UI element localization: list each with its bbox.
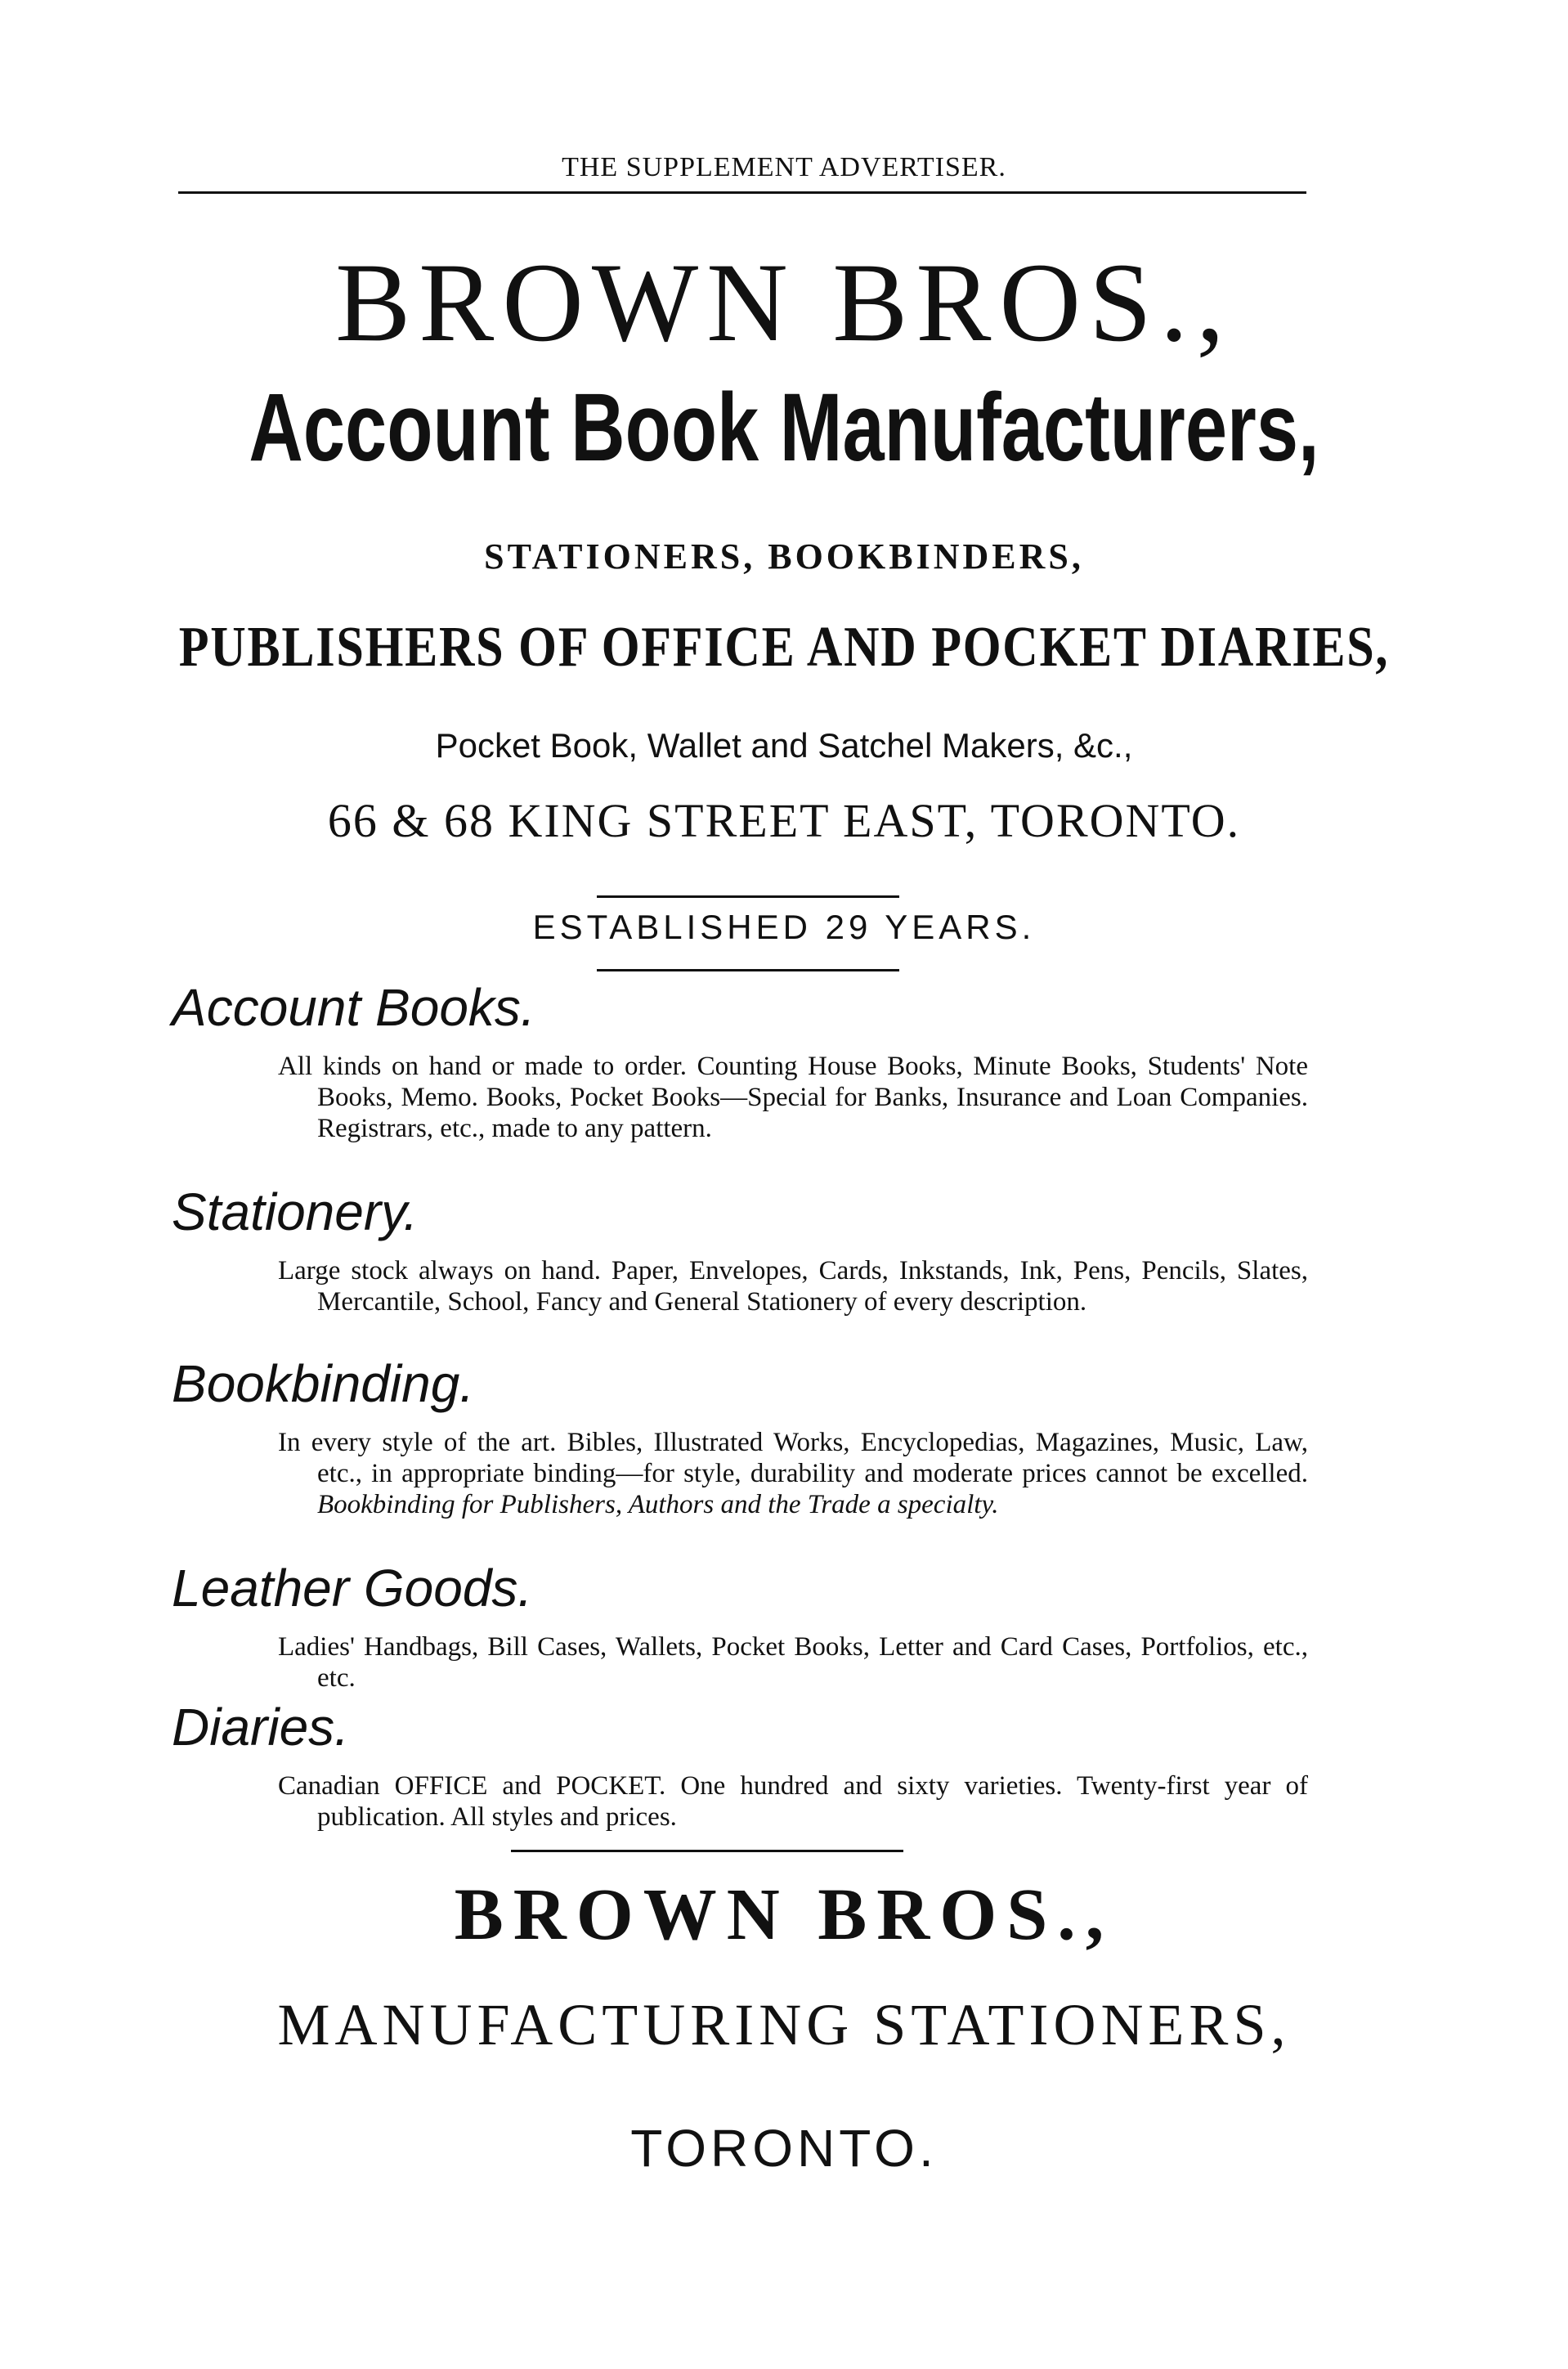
- section-heading-bookbinding: Bookbinding.: [172, 1354, 475, 1413]
- established-line: ESTABLISHED 29 YEARS.: [532, 908, 1036, 946]
- subtitle: Account Book Manufacturers,: [249, 374, 1319, 482]
- section-text-plain: In every style of the art. Bibles, Illustrated Works, Encyclopedias, Magazines, Music, Law, etc., in appropriate binding—for style, durability and moderate prices cannot be excelled.: [278, 1428, 1308, 1488]
- section-text-italic: Bookbinding for Publishers, Authors and the Trade a specialty.: [317, 1490, 999, 1519]
- header-rule: [178, 191, 1306, 194]
- running-head: THE SUPPLEMENT ADVERTISER.: [562, 152, 1006, 182]
- section-body-leather-goods: [278, 1631, 1308, 1694]
- section-heading-diaries: Diaries.: [172, 1698, 349, 1757]
- section-heading-stationery: Stationery.: [172, 1182, 419, 1241]
- section-text: [278, 1427, 1308, 1520]
- stationers-line: STATIONERS, BOOKBINDERS,: [484, 536, 1084, 577]
- makers-line: Pocket Book, Wallet and Satchel Makers, &c.,: [435, 726, 1133, 765]
- brand-title: BROWN BROS.,: [335, 240, 1233, 365]
- section-heading-leather-goods: Leather Goods.: [172, 1559, 533, 1617]
- section-text: Canadian OFFICE and POCKET. One hundred and sixty varieties. Twenty-first year of publication. All styles and prices.: [278, 1771, 1308, 1832]
- section-text: Large stock always on hand. Paper, Envelopes, Cards, Inkstands, Ink, Pens, Pencils, Slates, Mercantile, School, Fancy and General Stationery of every description.: [278, 1256, 1308, 1317]
- footer-rule: [511, 1850, 903, 1852]
- section-text: Ladies' Handbags, Bill Cases, Wallets, Pocket Books, Letter and Card Cases, Portfolios, etc., etc.: [278, 1632, 1308, 1693]
- section-heading-account-books: Account Books.: [172, 978, 535, 1037]
- brand-bottom: BROWN BROS.,: [454, 1874, 1114, 1955]
- section-body-diaries: [278, 1770, 1308, 1833]
- section-body-account-books: [278, 1051, 1308, 1144]
- section-body-bookbinding: [278, 1427, 1308, 1520]
- address: 66 & 68 KING STREET EAST, TORONTO.: [327, 794, 1241, 847]
- established-rule-bottom: [597, 969, 899, 971]
- manufacturing-line: MANUFACTURING STATIONERS,: [277, 1992, 1291, 2057]
- section-body-stationery: [278, 1255, 1308, 1317]
- section-text: All kinds on hand or made to order. Counting House Books, Minute Books, Students' Note Books, Memo. Books, Pocket Books—Special for Banks, Insurance and Loan Companies. Registrars, etc., made to any pattern.: [278, 1052, 1308, 1143]
- city: TORONTO.: [630, 2119, 938, 2178]
- publishers-line: PUBLISHERS OF OFFICE AND POCKET DIARIES,: [178, 616, 1390, 679]
- established-rule-top: [597, 895, 899, 898]
